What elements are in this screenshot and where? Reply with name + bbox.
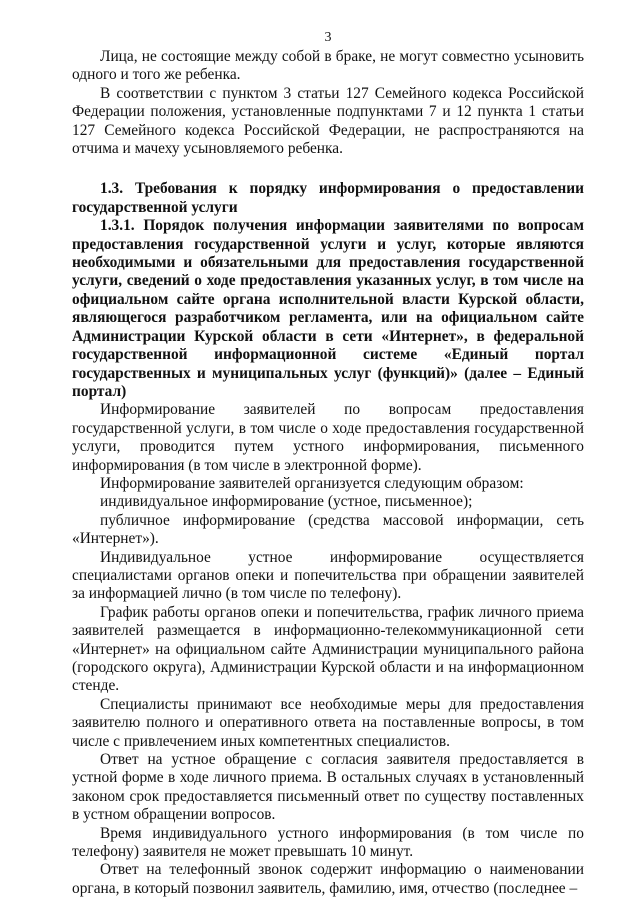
paragraph-public: публичное информирование (средства массовой информации, сеть «Интернет»).	[72, 511, 584, 548]
paragraph-organization: Информирование заявителей организуется следующим образом:	[100, 474, 524, 492]
paragraph-phone-call: Ответ на телефонный звонок содержит информацию о наименовании органа, в который позвонил заявитель, фамилию, имя, отчество (последнее –	[72, 861, 584, 897]
paragraph-oral-response: Ответ на устное обращение с согласия заявителя предоставляется в устной форме в ходе личного приема. В остальных случаях в установленный законом срок предоставляется письменный ответ по существу поставленных в устном обращении вопросов.	[72, 751, 584, 824]
paragraph-family-code: В соответствии с пунктом 3 статьи 127 Семейного кодекса Российской Федерации положения, установленные подпунктами 7 и 12 пункта 1 статьи 127 Семейного кодекса Российской Федерации, не распространяются на отчима и мачеху усыновляемого ребенка.	[72, 84, 584, 158]
paragraph-schedule: График работы органов опеки и попечительства, график личного приема заявителей размещается в информационно-телекоммуникационной сети «Интернет» на официальном сайте Администрации муниципального района (городского округа), Администрации Курской области и на информационном стенде.	[72, 603, 584, 695]
paragraph-informing-applicants: Информирование заявителей по вопросам предоставления государственной услуги, в том числе о ходе предоставления государственной услуги, проводится путем устного информирования, письменного информирования (в том числе в электронной форме).	[72, 401, 584, 474]
section-heading: 1.3. Требования к порядку информирования о предоставлении государственной услуги	[72, 180, 584, 216]
paragraph-spouses: Лица, не состоящие между собой в браке, не могут совместно усыновить одного и того же ребенка.	[72, 48, 584, 84]
document-page	[72, 30, 584, 898]
section-gap	[72, 158, 584, 180]
subsection-heading: 1.3.1. Порядок получения информации заявителями по вопросам предоставления государственной услуги и услуг, которые являются необходимыми и обязательными для предоставления государственной услуги, сведений о ходе предоставления указанных услуг, в том числе на официальном сайте органа исполнительной власти Курской области, являющегося разработчиком регламента, или на официальном сайте Администрации Курской области в сети «Интернет», в федеральной государственной информационной системе «Единый портал государственных и муниципальных услуг (функций)» (далее – Единый портал)	[72, 217, 584, 400]
page-number: 3	[324, 30, 332, 45]
paragraph-specialists: Специалисты принимают все необходимые меры для предоставления заявителю полного и оперативного ответа на поставленные вопросы, в том числе с привлечением иных компетентных специалистов.	[72, 695, 584, 750]
paragraph-oral-informing: Индивидуальное устное информирование осуществляется специалистами органов опеки и попечительства при обращении заявителей за информацией лично (в том числе по телефону).	[72, 548, 584, 603]
paragraph-individual: индивидуальное информирование (устное, письменное);	[100, 493, 473, 511]
paragraph-time-limit: Время индивидуального устного информирования (в том числе по телефону) заявителя не может превышать 10 минут.	[72, 824, 584, 861]
